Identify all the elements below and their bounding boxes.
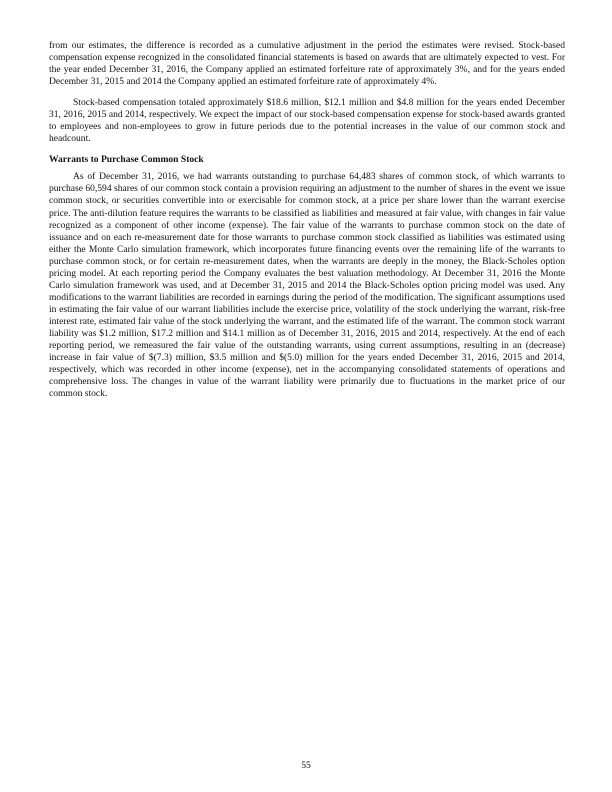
document-page xyxy=(49,40,565,409)
stock-compensation-paragraph: Stock-based compensation totaled approximately $18.6 million, $12.1 million and $4.8 million for the years ended December 31, 2016, 2015 and 2014, respectively. We expect the impact of our stock-based compensation expense for stock-based awards granted to employees and non-employees to grow in future periods due to the potential increases in the value of our common stock and headcount. xyxy=(49,97,565,145)
warrants-paragraph: As of December 31, 2016, we had warrants outstanding to purchase 64,483 shares of common stock, of which warrants to purchase 60,594 shares of our common stock contain a provision requiring an adjustment to the number of shares in the event we issue common stock, or securities convertible into or exercisable for common stock, at a price per share lower than the warrant exercise price. The anti-dilution feature requires the warrants to be classified as liabilities and measured at fair value, with changes in fair value recognized as a component of other income (expense). The fair value of the warrants to purchase common stock on the date of issuance and on each re-measurement date for those warrants to purchase common stock classified as liabilities was estimated using either the Monte Carlo simulation framework, which incorporates future financing events over the remaining life of the warrants to purchase common stock, or for certain re-measurement dates, when the warrants are deeply in the money, the Black-Scholes option pricing model. At each reporting period the Company evaluates the best valuation methodology. At December 31, 2016 the Monte Carlo simulation framework was used, and at December 31, 2015 and 2014 the Black-Scholes option pricing model was used. Any modifications to the warrant liabilities are recorded in earnings during the period of the modification. The significant assumptions used in estimating the fair value of our warrant liabilities include the exercise price, volatility of the stock underlying the warrant, risk-free interest rate, estimated fair value of the stock underlying the warrant, and the estimated life of the warrant. The common stock warrant liability was $1.2 million, $17.2 million and $14.1 million as of December 31, 2016, 2015 and 2014, respectively. At the end of each reporting period, we remeasured the fair value of the outstanding warrants, using current assumptions, resulting in an (decrease) increase in fair value of $(7.3) million, $3.5 million and $(5.0) million for the years ended December 31, 2016, 2015 and 2014, respectively, which was recorded in other income (expense), net in the accompanying consolidated statements of operations and comprehensive loss. The changes in value of the warrant liability were primarily due to fluctuations in the market price of our common stock. xyxy=(49,171,565,400)
section-heading: Warrants to Purchase Common Stock xyxy=(49,154,204,166)
page-number: 55 xyxy=(301,760,311,771)
forfeiture-rate-paragraph: from our estimates, the difference is recorded as a cumulative adjustment in the period the estimates were revised. Stock-based compensation expense recognized in the consolidated financial statements is based on awards that are ultimately expected to vest. For the year ended December 31, 2016, the Company applied an estimated forfeiture rate of approximately 3%, and for the years ended December 31, 2015 and 2014 the Company applied an estimated forfeiture rate of approximately 4%. xyxy=(49,40,565,88)
